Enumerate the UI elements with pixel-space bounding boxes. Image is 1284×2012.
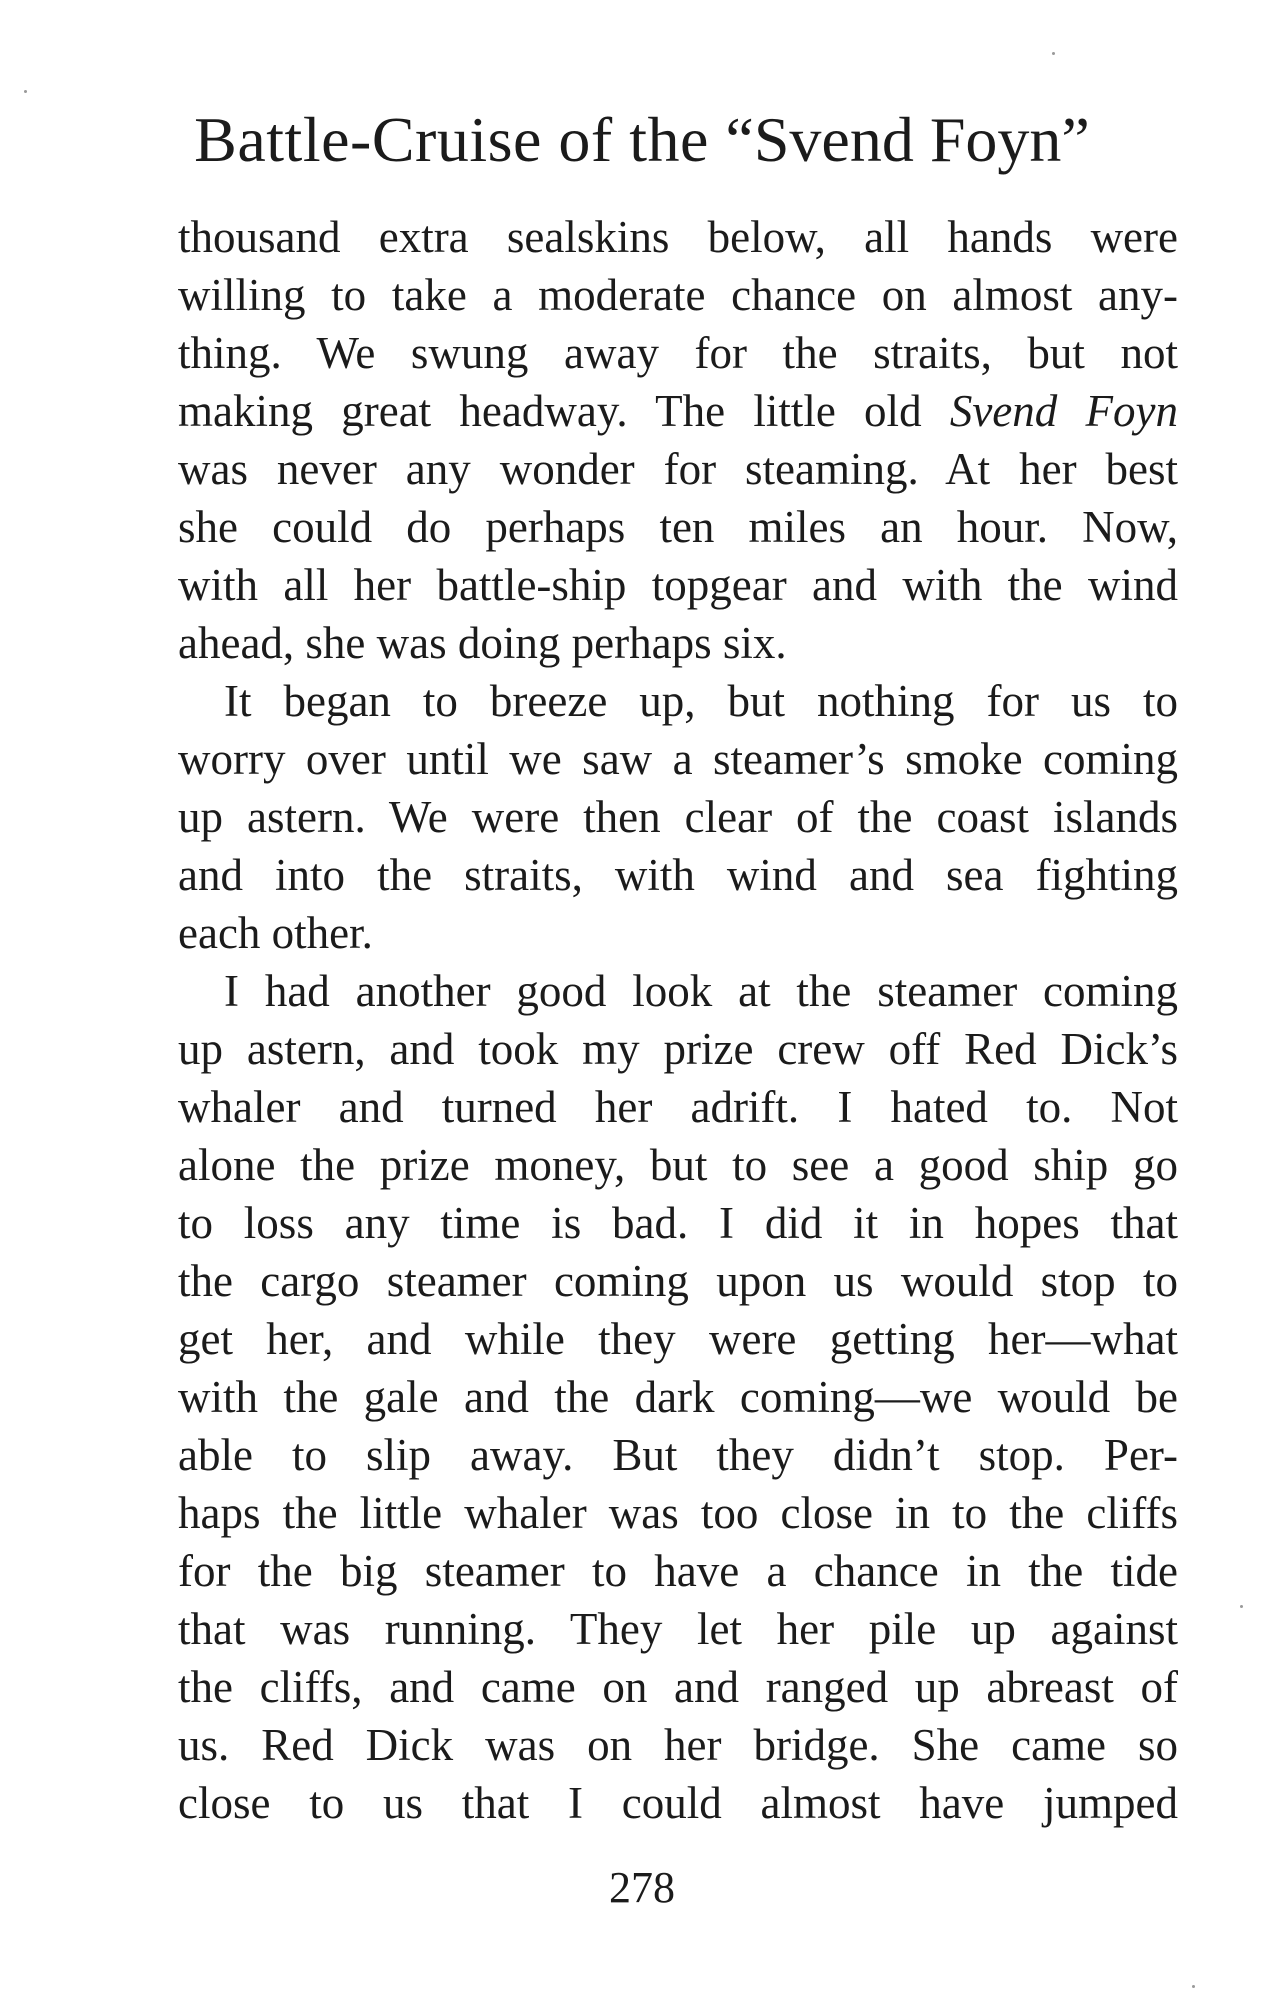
text-line: worry over until we saw a steamer’s smoke coming <box>178 734 1178 784</box>
text-line: whaler and turned her adrift. I hated to. Not <box>178 1082 1178 1132</box>
text-line <box>178 382 1178 440</box>
text-line: up astern, and took my prize crew off Red Dick’s <box>178 1024 1178 1074</box>
text-line: thousand extra sealskins below, all hands were <box>178 212 1178 262</box>
text-line: It began to breeze up, but nothing for us to <box>224 676 1178 726</box>
text-line: for the big steamer to have a chance in the tide <box>178 1546 1178 1596</box>
text-line: alone the prize money, but to see a good ship go <box>178 1140 1178 1190</box>
scan-speck <box>1052 52 1055 55</box>
text-line: close to us that I could almost have jumped <box>178 1778 1178 1828</box>
text-line: the cliffs, and came on and ranged up abreast of <box>178 1662 1178 1712</box>
text-line: ahead, she was doing perhaps six. <box>178 618 787 668</box>
paragraph-1 <box>178 208 1178 672</box>
text-line-lead: making great headway. The little old <box>178 386 950 436</box>
text-line: willing to take a moderate chance on almost any- <box>178 270 1178 320</box>
ship-name-italic: Svend Foyn <box>949 386 1178 436</box>
text-line: haps the little whaler was too close in to the cliffs <box>178 1488 1178 1538</box>
text-line: with all her battle-ship topgear and with the wind <box>178 560 1178 610</box>
running-head <box>0 100 1284 180</box>
text-line: the cargo steamer coming upon us would stop to <box>178 1256 1178 1306</box>
text-line: able to slip away. But they didn’t stop. Per- <box>178 1430 1178 1480</box>
text-line: I had another good look at the steamer coming <box>224 966 1178 1016</box>
text-line: each other. <box>178 908 373 958</box>
text-line: up astern. We were then clear of the coast islands <box>178 792 1178 842</box>
text-line: thing. We swung away for the straits, but not <box>178 328 1178 378</box>
text-line: and into the straits, with wind and sea fighting <box>178 850 1178 900</box>
text-line: to loss any time is bad. I did it in hopes that <box>178 1198 1178 1248</box>
running-head-ship-name: “Svend Foyn” <box>725 104 1090 175</box>
text-line: she could do perhaps ten miles an hour. Now, <box>178 502 1178 552</box>
text-line: that was running. They let her pile up against <box>178 1604 1178 1654</box>
paragraph-3 <box>178 962 1178 1832</box>
scan-speck <box>24 90 27 93</box>
body-text <box>178 208 1178 1832</box>
scan-speck <box>1192 1985 1195 1988</box>
text-line: get her, and while they were getting her—what <box>178 1314 1178 1364</box>
page-number: 278 <box>609 1863 675 1912</box>
paragraph-2 <box>178 672 1178 962</box>
text-line: us. Red Dick was on her bridge. She came so <box>178 1720 1178 1770</box>
scan-speck <box>1240 1605 1243 1608</box>
text-line: was never any wonder for steaming. At her best <box>178 444 1178 494</box>
running-head-title: Battle-Cruise of the <box>194 104 726 175</box>
text-line: with the gale and the dark coming—we would be <box>178 1372 1178 1422</box>
